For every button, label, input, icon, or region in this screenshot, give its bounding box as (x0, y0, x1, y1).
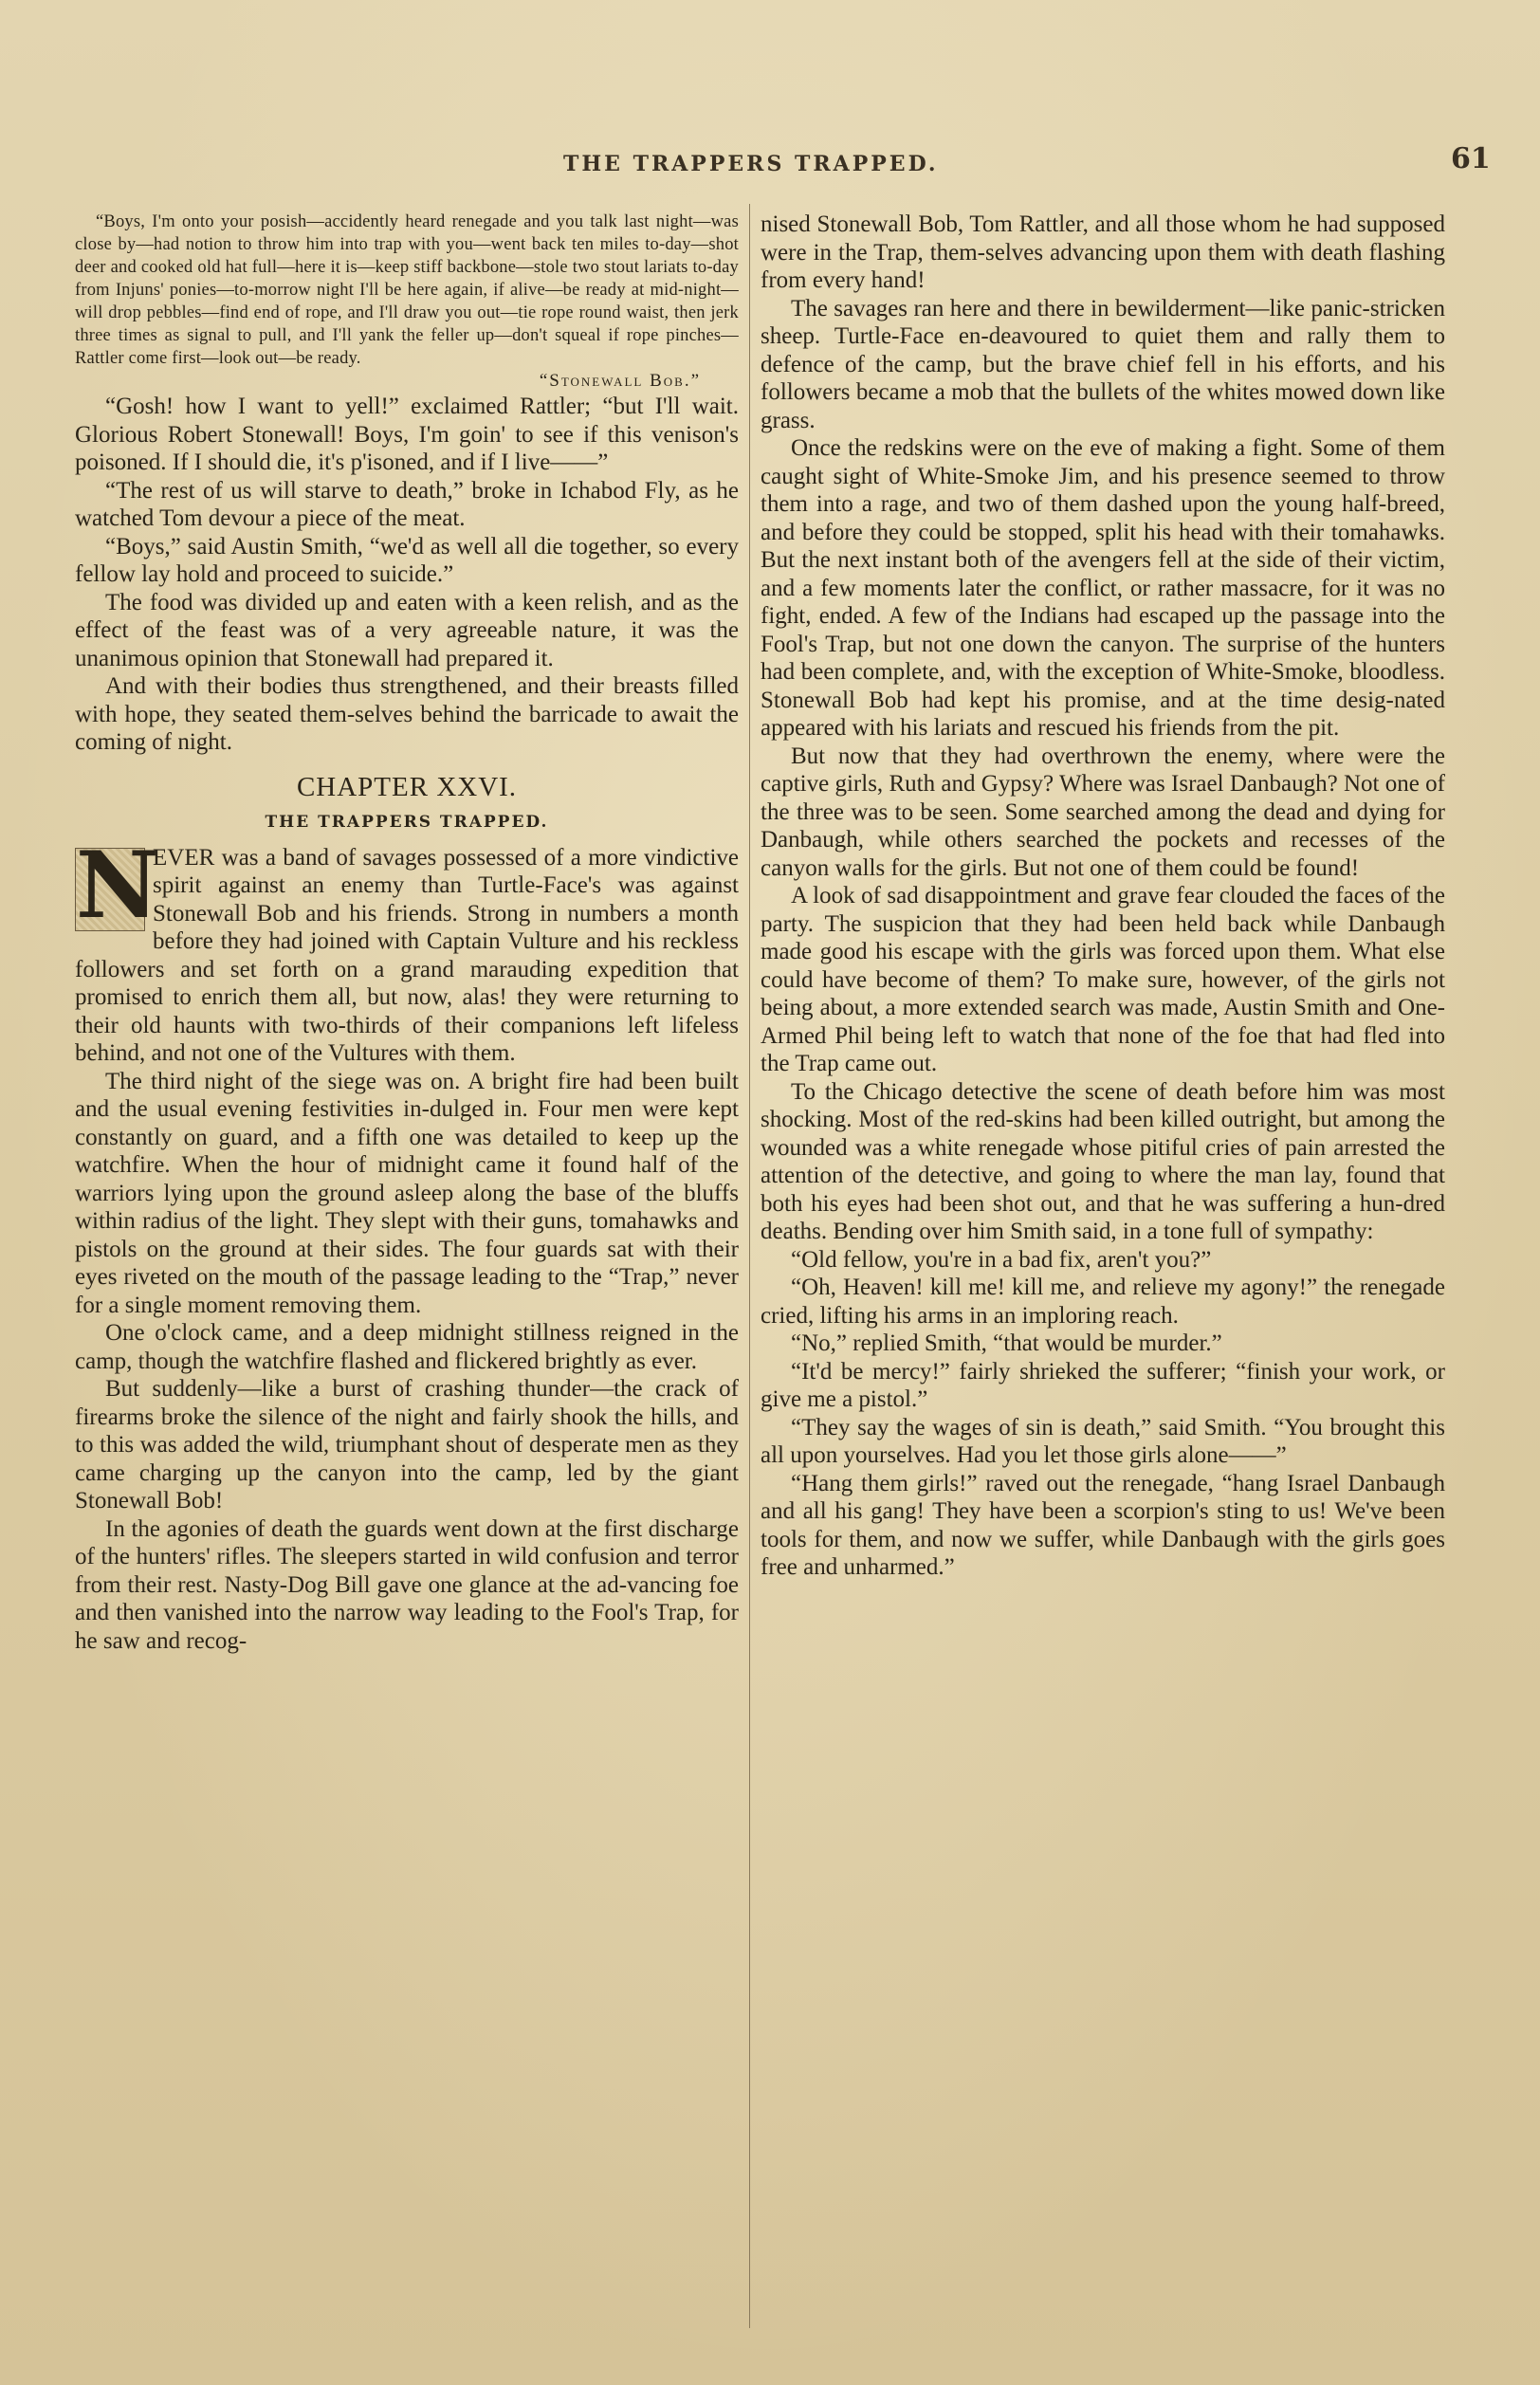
paragraph: In the agonies of death the guards went down at the first discharge of the hunters' rifles. The sleepers started in wild confusion and terror from their rest. Nasty-Dog Bill gave one glance at the ad-vancing foe and then vanished into the narrow way leading to the Fool's Trap, for he saw and recog- (75, 1515, 739, 1654)
left-column (75, 211, 739, 1655)
dialogue-line: “Oh, Heaven! kill me! kill me, and relieve my agony!” the renegade cried, lifting his arms in an imploring reach. (761, 1275, 1445, 1329)
drop-cap: N (76, 831, 159, 939)
page-number: 61 (1451, 142, 1491, 175)
chapter-opening-paragraph (75, 831, 739, 1068)
paragraph: “Boys,” said Austin Smith, “we'd as well all die together, so every fellow lay hold and proceed to suicide.” (75, 533, 739, 587)
rescue-note: “Boys, I'm onto your posish—accidently heard renegade and you talk last night—was close by—had notion to throw him into trap with you—went back ten miles to-day—shot deer and cooked old hat full—here it is—keep stiff backbone—stole two stout lariats to-day from Injuns' ponies—to-morrow night I'll be here again, if alive—be ready at mid-night—will drop pebbles—find end of rope, and I'll draw you out—tie rope round waist, then jerk three times as signal to pull, and I'll yank the feller up—don't squeal if rope pinches—Rattler come first—look out—be ready. (75, 212, 739, 368)
dialogue-line: “They say the wages of sin is death,” said Smith. “You brought this all upon yourselves. Had you let those girls alone——” (761, 1414, 1445, 1468)
paragraph: nised Stonewall Bob, Tom Rattler, and all those whom he had supposed were in the Trap, them-selves advancing upon them with death flashing from every hand! (761, 211, 1445, 293)
chapter-subtitle: THE TRAPPERS TRAPPED. (265, 812, 549, 832)
note-signature: “Stonewall Bob.” (539, 371, 701, 391)
paragraph: The savages ran here and there in bewilderment—like panic-stricken sheep. Turtle-Face en-deavoured to quiet them and rally them to defence of the camp, but the brave chief fell in his efforts, and his followers became a mob that the bullets of the whites mowed down like grass. (761, 295, 1445, 433)
paragraph: The third night of the siege was on. A bright fire had been built and the usual evening festivities in-dulged in. Four men were kept constantly on guard, and a fifth one was detailed to keep up the watchfire. When the hour of midnight came it found half of the warriors lying upon the ground asleep along the base of the bluffs within radius of the light. They slept with their guns, tomahawks and pistols on the ground at their sides. The four guards sat with their eyes riveted on the mouth of the passage leading to the “Trap,” never for a single moment removing them. (75, 1068, 739, 1318)
chapter-opening-text: EVER was a band of savages possessed of a more vindictive spirit against an enemy than Turtle-Face's was against Stonewall Bob and his friends. Strong in numbers a month before they had joined with Captain Vulture and his reckless followers and set forth on a grand marauding expedition that promised to enrich them all, but now, alas! they were returning to their old haunts with two-thirds of their companions left lifeless behind, and not one of the Vultures with them. (75, 844, 739, 1066)
paragraph: But now that they had overthrown the enemy, where were the captive girls, Ruth and Gypsy? Where was Israel Danbaugh? Not one of the three was to be seen. Some searched among the dead and dying for Danbaugh, while others searched the pockets and recesses of the canyon walls for the girls. But not one of them could be found! (761, 743, 1445, 881)
dialogue-line: “No,” replied Smith, “that would be murder.” (791, 1330, 1222, 1356)
chapter-heading: CHAPTER XXVI. (296, 771, 518, 802)
paragraph: One o'clock came, and a deep midnight stillness reigned in the camp, though the watchfire flashed and flickered brightly as ever. (75, 1320, 739, 1374)
paragraph: “Gosh! how I want to yell!” exclaimed Rattler; “but I'll wait. Glorious Robert Stonewall! Boys, I'm goin' to see if this venison's poisoned. If I should die, it's p'isoned, and if I live——” (75, 394, 739, 475)
column-divider (749, 204, 750, 2328)
paragraph: The food was divided up and eaten with a keen relish, and as the effect of the feast was of a very agreeable nature, it was the unanimous opinion that Stonewall had prepared it. (75, 589, 739, 671)
right-column (761, 211, 1445, 1582)
dialogue-line: “Hang them girls!” raved out the renegade, “hang Israel Danbaugh and all his gang! They have been a scorpion's sting to us! We've been tools for them, and now we suffer, while Danbaugh with the girls goes free and unharmed.” (761, 1470, 1445, 1580)
paragraph: A look of sad disappointment and grave fear clouded the faces of the party. The suspicion that they had been held back while Danbaugh made good his escape with the girls was forced upon them. What else could have become of them? To make sure, however, of the girls not being about, a more extended search was made, Austin Smith and One-Armed Phil being left to watch that none of the foe that had fled into the Trap came out. (761, 883, 1445, 1076)
paragraph: But suddenly—like a burst of crashing thunder—the crack of firearms broke the silence of the night and fairly shook the hills, and to this was added the wild, triumphant shout of desperate men as they came charging up the canyon into the camp, led by the giant Stonewall Bob! (75, 1376, 739, 1514)
dialogue-line: “Old fellow, you're in a bad fix, aren't you?” (791, 1246, 1212, 1273)
paragraph: “The rest of us will starve to death,” broke in Ichabod Fly, as he watched Tom devour a piece of the meat. (75, 477, 739, 531)
paragraph: And with their bodies thus strengthened, and their breasts filled with hope, they seated them-selves behind the barricade to await the coming of night. (75, 673, 739, 755)
dialogue-line: “It'd be mercy!” fairly shrieked the sufferer; “finish your work, or give me a pistol.” (761, 1358, 1445, 1412)
paragraph: Once the redskins were on the eve of making a fight. Some of them caught sight of White-Smoke Jim, and his presence seemed to throw them into a rage, and two of them dashed upon the young half-breed, and before they could be stopped, split his head with their tomahawks. But the next instant both of the avengers fell at the side of their victim, and a few moments later the conflict, or rather massacre, for it was no fight, ended. A few of the Indians had escaped up the passage into the Fool's Trap, but not one down the canyon. The surprise of the hunters had been complete, and, with the exception of White-Smoke, bloodless. Stonewall Bob had kept his promise, and at the time desig-nated appeared with his lariats and rescued his friends from the pit. (761, 435, 1445, 741)
paragraph: To the Chicago detective the scene of death before him was most shocking. Most of the red-skins had been killed outright, but among the wounded was a white renegade whose pitiful cries of pain arrested the attention of the detective, and going to where the man lay, found that both his eyes had been shot out, and that he was suffering a hun-dred deaths. Bending over him Smith said, in a tone full of sympathy: (761, 1078, 1445, 1244)
running-title: THE TRAPPERS TRAPPED. (563, 152, 939, 176)
